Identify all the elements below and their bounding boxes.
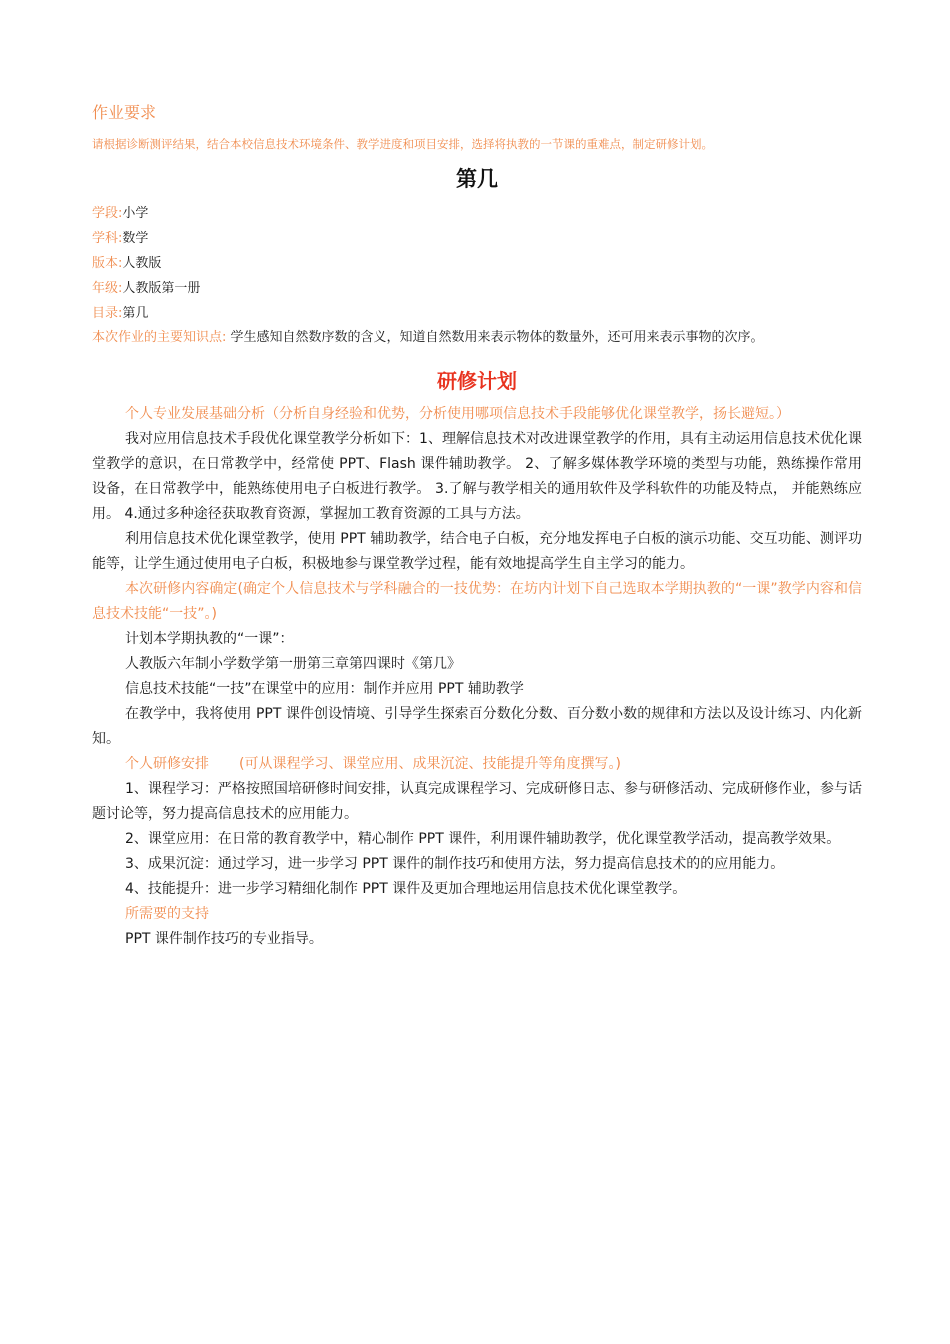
section-heading-analysis: 个人专业发展基础分析（分析自身经验和优势，分析使用哪项信息技术手段能够优化课堂教学，扬长避短。） xyxy=(125,406,790,422)
paragraph: 信息技术技能“一技”在课堂中的应用：制作并应用 PPT 辅助教学 xyxy=(125,681,524,697)
paragraph: 在教学中，我将使用 PPT 课件创设情境、引导学生探索百分数化分数、百分数小数的规律和方法以及设计练习、内化新知。 xyxy=(92,706,862,747)
paragraph: 我对应用信息技术手段优化课堂教学分析如下：1、理解信息技术对改进课堂教学的作用，具有主动运用信息技术优化课堂教学的意识，在日常教学中，经常使 PPT、Flash 课件辅助教学。 2、了解多媒体教学环境的类型与功能，熟练操作常用设备，在日常教学中，能熟练使用电子白板进行教学。 3.了解与教学相关的通用软件及学科软件的功能及特点， 并能熟练应用。 4.通过多种途径获取教育资源，掌握加工教育资源的工具与方法。 xyxy=(92,431,862,522)
knowledge-label: 本次作业的主要知识点: xyxy=(92,330,227,345)
meta-row-stage xyxy=(92,201,862,226)
meta-row-edition xyxy=(92,251,862,276)
meta-label: 学科: xyxy=(92,231,123,246)
meta-list xyxy=(92,201,862,326)
plan-title: 研修计划 xyxy=(437,369,517,393)
meta-label: 学段: xyxy=(92,206,123,221)
requirement-title: 作业要求 xyxy=(92,103,157,122)
meta-value: 人教版 xyxy=(122,256,162,271)
document-page xyxy=(92,100,862,952)
meta-label: 目录: xyxy=(92,306,123,321)
meta-row-grade xyxy=(92,276,862,301)
paragraph: 计划本学期执教的“一课”： xyxy=(125,631,294,647)
knowledge-value: 学生感知自然数序数的含义，知道自然数用来表示物体的数量外，还可用来表示事物的次序。 xyxy=(226,330,764,345)
paragraph: 2、课堂应用：在日常的教育教学中，精心制作 PPT 课件，利用课件辅助教学，优化课堂教学活动，提高教学效果。 xyxy=(125,831,841,847)
section-heading-support: 所需要的支持 xyxy=(125,906,209,922)
paragraph: 人教版六年制小学数学第一册第三章第四课时《第几》 xyxy=(125,656,461,672)
section-heading-content: 本次研修内容确定(确定个人信息技术与学科融合的一技优势：在坊内计划下自己选取本学期执教的“一课”教学内容和信息技术技能“一技”。) xyxy=(92,581,862,622)
knowledge-point xyxy=(92,327,862,349)
paragraph: 4、技能提升：进一步学习精细化制作 PPT 课件及更加合理地运用信息技术优化课堂教学。 xyxy=(125,881,687,897)
arrangement-heading-note: (可从课程学习、课堂应用、成果沉淀、技能提升等角度撰写。) xyxy=(239,756,621,772)
requirement-text: 请根据诊断测评结果，结合本校信息技术环境条件、教学进度和项目安排，选择将执教的一节课的重难点，制定研修计划。 xyxy=(92,137,713,151)
meta-value: 第几 xyxy=(122,306,149,321)
meta-row-subject xyxy=(92,226,862,251)
meta-value: 人教版第一册 xyxy=(122,281,201,296)
section-heading-arrangement xyxy=(92,752,862,777)
meta-label: 年级: xyxy=(92,281,123,296)
paragraph: 利用信息技术优化课堂教学，使用 PPT 辅助教学，结合电子白板，充分地发挥电子白板的演示功能、交互功能、测评功能等，让学生通过使用电子白板，积极地参与课堂教学过程，能有效地提高学生自主学习的能力。 xyxy=(92,531,862,572)
paragraph: 3、成果沉淀：通过学习，进一步学习 PPT 课件的制作技巧和使用方法，努力提高信息技术的的应用能力。 xyxy=(125,856,785,872)
meta-label: 版本: xyxy=(92,256,123,271)
meta-value: 小学 xyxy=(122,206,149,221)
paragraph: PPT 课件制作技巧的专业指导。 xyxy=(125,931,323,947)
paragraph: 1、课程学习：严格按照国培研修时间安排，认真完成课程学习、完成研修日志、参与研修活动、完成研修作业，参与话题讨论等，努力提高信息技术的应用能力。 xyxy=(92,781,862,822)
document-title: 第几 xyxy=(456,167,498,191)
meta-value: 数学 xyxy=(122,231,149,246)
meta-row-catalog xyxy=(92,301,862,326)
arrangement-heading-main: 个人研修安排 xyxy=(125,756,209,772)
